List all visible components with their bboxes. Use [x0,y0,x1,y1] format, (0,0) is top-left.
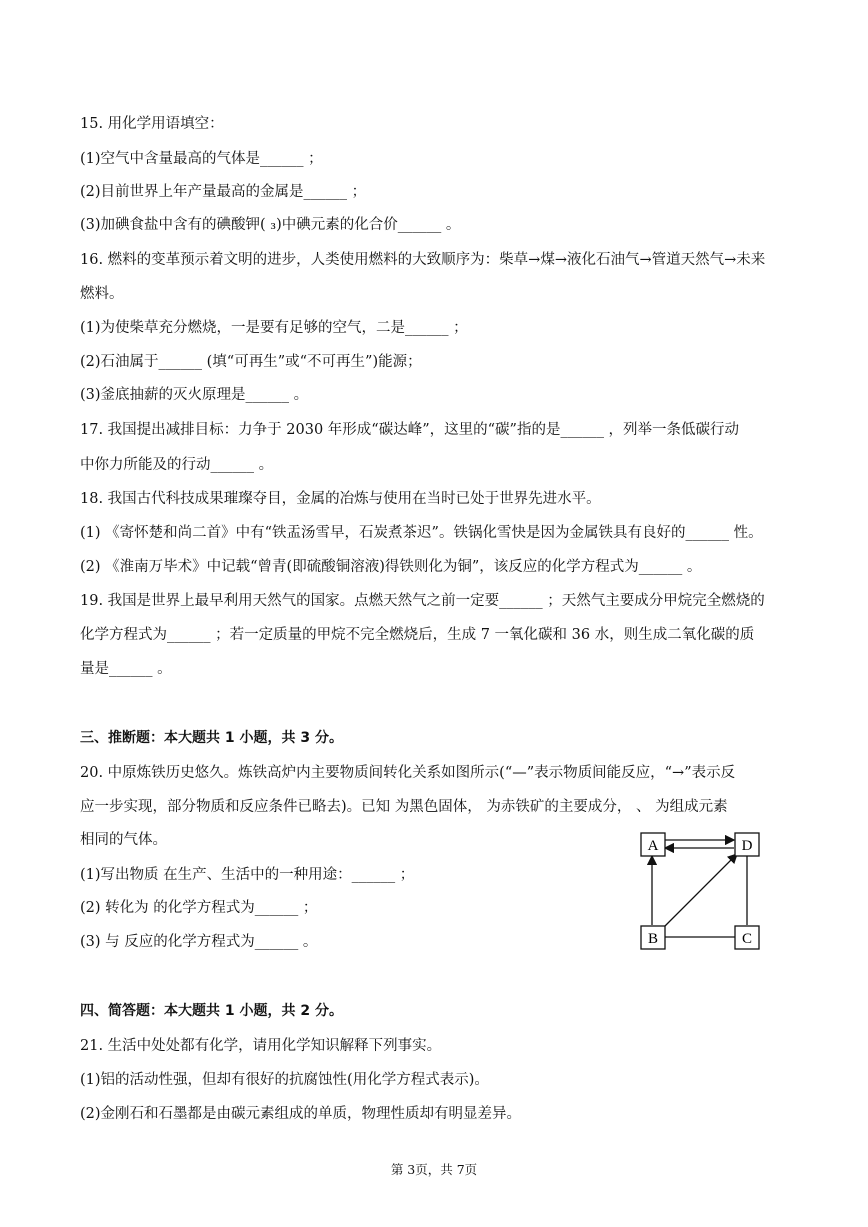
q20-line1: 20. 中原炼铁历史悠久。炼铁高炉内主要物质间转化关系如图所示(“—”表示物质间能反应，“→”表示反 [80,765,736,781]
section-3-heading: 三、推断题：本大题共 1 小题，共 3 分。 [80,730,343,746]
node-a-label: A [647,838,659,854]
q20-part1: (1)写出物质 在生产、生活中的一种用途：______ ； [80,867,415,883]
node-c [735,926,759,949]
q15-part1: (1)空气中含量最高的气体是______ ； [80,151,323,167]
q15-part2: (2)目前世界上年产量最高的金属是______ ； [80,184,367,200]
q18-part1: (1) 《寄怀楚和尚二首》中有“铁盂汤雪早，石炭煮茶迟”。铁锅化雪快是因为金属铁具有良好的______ 性。 [80,525,763,541]
q15-part3: (3)加碘食盐中含有的碘酸钾( ₃)中碘元素的化合价______ 。 [80,217,461,233]
q15-stem: 15. 用化学用语填空： [80,116,224,132]
q16-part3: (3)釜底抽薪的灭火原理是______ 。 [80,387,309,403]
q19-line3: 量是______ 。 [80,661,172,677]
q21-stem: 21. 生活中处处都有化学，请用化学知识解释下列事实。 [80,1038,442,1054]
q17-line2: 中你力所能及的行动______ 。 [80,457,274,473]
q16-part2: (2)石油属于______ (填“可再生”或“不可再生”)能源； [80,354,422,370]
q17-line1: 17. 我国提出减排目标：力争于 2030 年形成“碳达峰”，这里的“碳”指的是______ ，列举一条低碳行动 [80,422,740,438]
arrow-b-to-d [664,854,737,927]
conversion-diagram [638,830,768,955]
q16-stem-line1: 16. 燃料的变革预示着文明的进步，人类使用燃料的大致顺序为：柴草→煤→液化石油气→管道天然气→未来 [80,252,766,268]
q20-line3: 相同的气体。 [80,832,167,848]
q20-part3: (3) 与 反应的化学方程式为______ 。 [80,934,318,950]
page-footer: 第 3页，共 7页 [390,1162,478,1177]
q19-line2: 化学方程式为______ ；若一定质量的甲烷不完全燃烧后，生成 7 一氧化碳和 36 水，则生成二氧化碳的质 [80,627,755,643]
node-b [641,926,665,949]
node-c-label: C [741,931,753,947]
node-b-label: B [647,931,659,947]
q21-part2: (2)金刚石和石墨都是由碳元素组成的单质，物理性质却有明显差异。 [80,1106,522,1122]
node-d [735,833,759,856]
q19-line1: 19. 我国是世界上最早利用天然气的国家。点燃天然气之前一定要______ ；天然气主要成分甲烷完全燃烧的 [80,593,765,609]
q20-line2: 应一步实现，部分物质和反应条件已略去)。已知 为黑色固体， 为赤铁矿的主要成分， 、 为组成元素 [80,799,728,815]
section-4-heading: 四、简答题：本大题共 1 小题，共 2 分。 [80,1003,343,1019]
node-a [641,833,665,856]
q16-stem-line2: 燃料。 [80,286,124,302]
q18-stem: 18. 我国古代科技成果璀璨夺目，金属的冶炼与使用在当时已处于世界先进水平。 [80,491,601,507]
q21-part1: (1)铝的活动性强，但却有很好的抗腐蚀性(用化学方程式表示)。 [80,1072,489,1088]
q20-part2: (2) 转化为 的化学方程式为______ ； [80,900,318,916]
q18-part2: (2) 《淮南万毕术》中记载“曾青(即硫酸铜溶液)得铁则化为铜”，该反应的化学方程式为______ 。 [80,559,702,575]
node-d-label: D [741,838,753,854]
q16-part1: (1)为使柴草充分燃烧，一是要有足够的空气，二是______ ； [80,320,468,336]
